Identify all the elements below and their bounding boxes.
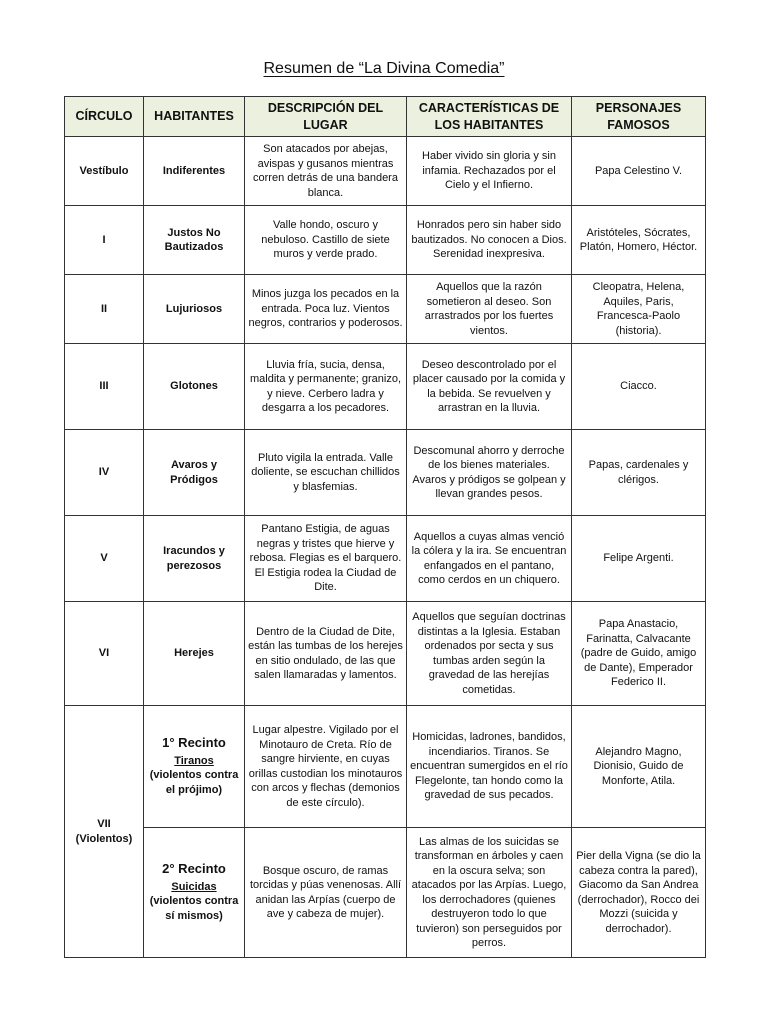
inhabitants-cell	[144, 828, 245, 958]
traits-cell: Honrados pero sin haber sido bautizados. No conocen a Dios. Serenidad inexpresiva.	[407, 206, 572, 275]
summary-table	[64, 96, 706, 958]
place-cell: Bosque oscuro, de ramas torcidas y púas venenosas. Allí anidan las Arpías (cuerpo de ave y cabeza de mujer).	[245, 828, 407, 958]
place-cell: Dentro de la Ciudad de Dite, están las tumbas de los herejes en sitio ondulado, de las que salen llamaradas y lamentos.	[245, 602, 407, 706]
famous-cell: Ciacco.	[572, 344, 706, 430]
table-row	[65, 137, 706, 206]
circle-subtitle: (Violentos)	[75, 832, 133, 845]
table-row	[65, 430, 706, 516]
header-row	[65, 97, 706, 137]
circle-cell: VI	[65, 602, 144, 706]
traits-cell: Deseo descontrolado por el placer causado por la comida y la bebida. Se revuelven y arrastran en la lluvia.	[407, 344, 572, 430]
traits-cell: Homicidas, ladrones, bandidos, incendiarios. Tiranos. Se encuentran sumergidos en el río Flegelonte, tan hondo como la gravedad de sus pecados.	[407, 706, 572, 828]
place-cell: Lugar alpestre. Vigilado por el Minotauro de Creta. Río de sangre hirviente, en cuyas orillas custodian los minotauros con arcos y flechas (demonios de este círculo).	[245, 706, 407, 828]
famous-cell: Alejandro Magno, Dionisio, Guido de Monforte, Atila.	[572, 706, 706, 828]
round-inhabitants-name: Suicidas	[171, 880, 217, 893]
inhabitants-cell: Iracundos y perezosos	[144, 516, 245, 602]
traits-cell: Descomunal ahorro y derroche de los bienes materiales. Avaros y pródigos se golpean y llevan grandes pesos.	[407, 430, 572, 516]
circle-number: VII	[97, 818, 111, 830]
round-inhabitants-detail: (violentos contra sí mismos)	[149, 895, 239, 922]
header-inhabitants: HABITANTES	[144, 97, 245, 137]
table-row	[65, 706, 706, 828]
famous-cell: Papa Celestino V.	[572, 137, 706, 206]
place-cell: Valle hondo, oscuro y nebuloso. Castillo de siete muros y verde prado.	[245, 206, 407, 275]
round-inhabitants-detail: (violentos contra el prójimo)	[149, 769, 239, 796]
circle-cell: Vestíbulo	[65, 137, 144, 206]
circle-cell: II	[65, 275, 144, 344]
traits-cell: Aquellos que seguían doctrinas distintas a la Iglesia. Estaban ordenados por secta y sus tumbas arden según la gravedad de las herejías cometidas.	[407, 602, 572, 706]
famous-cell: Papas, cardenales y clérigos.	[572, 430, 706, 516]
header-place-description: DESCRIPCIÓN DEL LUGAR	[245, 97, 407, 137]
inhabitants-cell	[144, 706, 245, 828]
header-inhabitant-traits: CARACTERÍSTICAS DE LOS HABITANTES	[407, 97, 572, 137]
circle-cell: III	[65, 344, 144, 430]
traits-cell: Aquellos a cuyas almas venció la cólera y la ira. Se encuentran enfangados en el pantano, como cerdos en un chiquero.	[407, 516, 572, 602]
header-famous-characters: PERSONAJES FAMOSOS	[572, 97, 706, 137]
table-row	[65, 516, 706, 602]
circle-cell: I	[65, 206, 144, 275]
round-label: 1° Recinto	[162, 735, 226, 750]
inhabitants-cell: Justos No Bautizados	[144, 206, 245, 275]
famous-cell: Aristóteles, Sócrates, Platón, Homero, Héctor.	[572, 206, 706, 275]
famous-cell: Cleopatra, Helena, Aquiles, Paris, Francesca-Paolo (historia).	[572, 275, 706, 344]
table-row	[65, 602, 706, 706]
famous-cell: Felipe Argenti.	[572, 516, 706, 602]
inhabitants-cell: Glotones	[144, 344, 245, 430]
inhabitants-cell: Lujuriosos	[144, 275, 245, 344]
inhabitants-cell: Indiferentes	[144, 137, 245, 206]
table-row	[65, 206, 706, 275]
circle-cell: V	[65, 516, 144, 602]
famous-cell: Papa Anastacio, Farinatta, Calvacante (padre de Guido, amigo de Dante), Emperador Federico II.	[572, 602, 706, 706]
traits-cell: Las almas de los suicidas se transforman en árboles y caen en la oscura selva; son atacados por las Arpías. Luego, los derrochadores (quienes destruyeron todo lo que tuvieron) son perseguidos por perros.	[407, 828, 572, 958]
round-label: 2° Recinto	[162, 861, 226, 876]
inhabitants-cell: Herejes	[144, 602, 245, 706]
document-title: Resumen de “La Divina Comedia”	[263, 60, 505, 77]
traits-cell: Haber vivido sin gloria y sin infamia. Rechazados por el Cielo y el Infierno.	[407, 137, 572, 206]
famous-cell: Pier della Vigna (se dio la cabeza contra la pared), Giacomo da San Andrea (derrochador), Rocco dei Mozzi (suicida y derrochador).	[572, 828, 706, 958]
inhabitants-cell: Avaros y Pródigos	[144, 430, 245, 516]
table-row	[65, 828, 706, 958]
table-row	[65, 344, 706, 430]
header-circle: CÍRCULO	[65, 97, 144, 137]
table-row	[65, 275, 706, 344]
place-cell: Son atacados por abejas, avispas y gusanos mientras corren detrás de una bandera blanca.	[245, 137, 407, 206]
place-cell: Lluvia fría, sucia, densa, maldita y permanente; granizo, y nieve. Cerbero ladra y desgarra a los pecadores.	[245, 344, 407, 430]
place-cell: Pluto vigila la entrada. Valle doliente, se escuchan chillidos y blasfemias.	[245, 430, 407, 516]
place-cell: Pantano Estigia, de aguas negras y tristes que hierve y rebosa. Flegias es el barquero. El Estigia rodea la Ciudad de Dite.	[245, 516, 407, 602]
circle-cell: IV	[65, 430, 144, 516]
traits-cell: Aquellos que la razón sometieron al deseo. Son arrastrados por los fuertes vientos.	[407, 275, 572, 344]
round-inhabitants-name: Tiranos	[174, 754, 214, 767]
place-cell: Minos juzga los pecados en la entrada. Poca luz. Vientos negros, contrarios y poderosos.	[245, 275, 407, 344]
circle-cell-violent	[65, 706, 144, 958]
